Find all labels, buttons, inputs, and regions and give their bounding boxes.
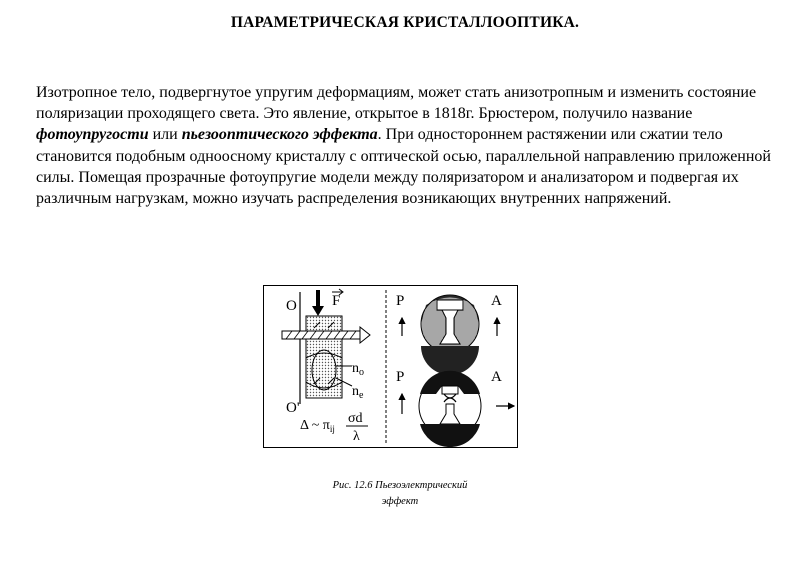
- paragraph-text-3: . При одностороннем растяжении или сжатии тело становится подобным одноосному кристаллу с оптической осью, параллельной направлению приложенной силы. Помещая прозрачные фотоупругие модели между поляризатором и анализатором и подвергая их различным нагрузкам, можно изучать распределения возникающих внутренних напряжений.: [36, 126, 771, 208]
- formula-delta: Δ ~ $\pi_{ij}$: [300, 418, 335, 434]
- caption-line-2: эффект: [381, 496, 419, 507]
- force-arrow-head: [312, 306, 324, 316]
- page-title: ПАРАМЕТРИЧЕСКАЯ КРИСТАЛЛООПТИКА.: [230, 14, 580, 31]
- label-analyzer-bottom: A: [491, 369, 502, 385]
- field-base-top: [421, 346, 479, 375]
- figure-caption: [297, 478, 503, 510]
- figure-drawing: [264, 286, 519, 449]
- paragraph-text-2: или: [148, 126, 182, 144]
- label-polarizer-top: P: [396, 293, 405, 309]
- specimen-bottom-cap: [442, 386, 458, 394]
- caption-line-1: Рис. 12.6 Пьезоэлектрический: [332, 480, 468, 491]
- label-axis-O: O: [286, 298, 297, 314]
- term-piezooptic-effect: пьезооптического эффекта: [181, 126, 378, 144]
- label-axis-O-prime: O': [286, 400, 300, 416]
- formula-denominator: λ: [353, 429, 360, 444]
- specimen-top-cap: [437, 300, 463, 310]
- field-base-bottom: [420, 424, 480, 447]
- stressed-specimen: [306, 316, 342, 398]
- paragraph-text-1: Изотропное тело, подвергнутое упругим деформациям, может стать анизотропным и изменить состояние поляризации проходящего света. Это явление, открытое в 1818г. Брюстером, получило название: [36, 84, 757, 123]
- formula-numerator: σd: [348, 411, 363, 426]
- label-n-e: $n_e$: [352, 384, 364, 401]
- light-beam-head: [360, 327, 370, 343]
- label-analyzer-top: A: [491, 293, 502, 309]
- term-photoelasticity: фотоупругости: [36, 126, 149, 144]
- body-paragraph: [36, 82, 786, 209]
- label-n-o: $n_o$: [352, 361, 364, 378]
- label-polarizer-bottom: P: [396, 369, 405, 385]
- figure-piezooptic-effect: [263, 285, 518, 448]
- label-force-F: F: [332, 293, 341, 309]
